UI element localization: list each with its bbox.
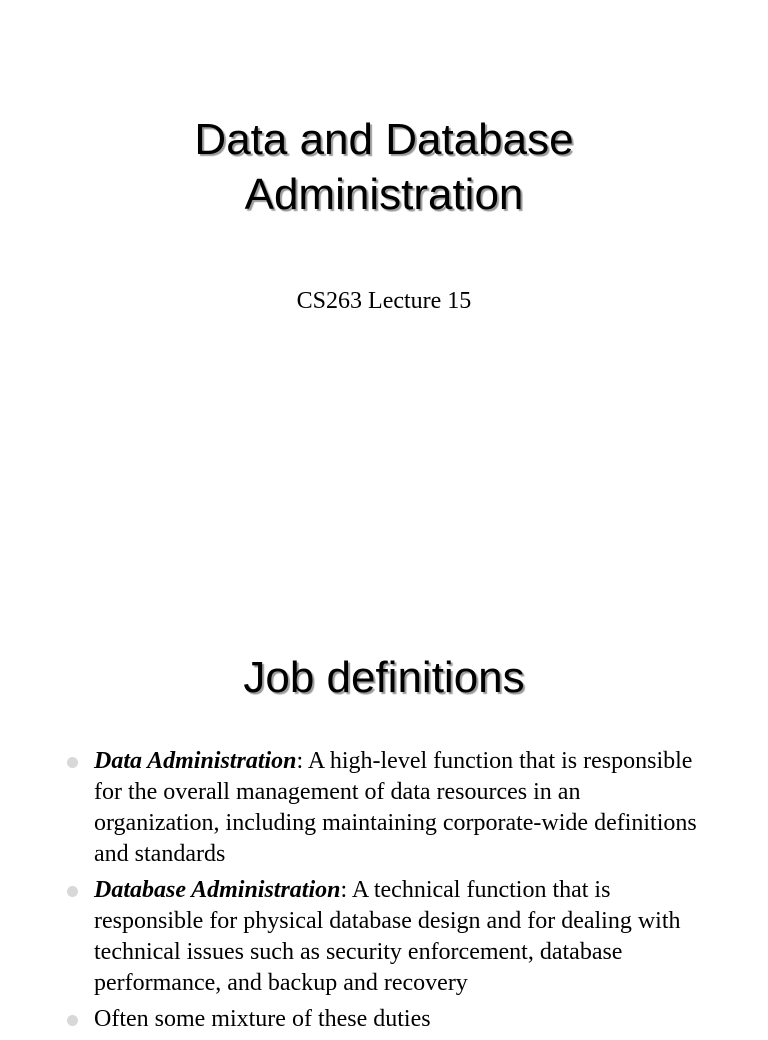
- slide-title: [0, 112, 768, 222]
- bullet-item: [0, 875, 768, 999]
- slide-subtitle: CS263 Lecture 15: [296, 288, 472, 314]
- bullet-dot-icon: [67, 1015, 78, 1026]
- bullet-dot-icon: [67, 886, 78, 897]
- title-line-2: Administration: [244, 170, 524, 219]
- bullet-text: : A high-level function that is responsible for the overall management of data resources in an organization, including maintaining corporate-wide definitions and standards: [94, 748, 697, 867]
- bullet-term: Data Administration: [94, 748, 297, 774]
- bullet-item: [0, 1004, 768, 1035]
- bullet-dot-icon: [67, 757, 78, 768]
- title-line-1: Data and Database: [194, 115, 574, 164]
- bullet-item: [0, 746, 768, 870]
- bullet-list: [0, 746, 768, 1040]
- bullet-text: Often some mixture of these duties: [94, 1006, 431, 1032]
- bullet-term: Database Administration: [94, 877, 341, 903]
- bullet-text: : A technical function that is responsible for physical database design and for dealing with technical issues such as security enforcement, database performance, and backup and recovery: [94, 877, 681, 996]
- slide-title-job-definitions: Job definitions: [243, 653, 525, 702]
